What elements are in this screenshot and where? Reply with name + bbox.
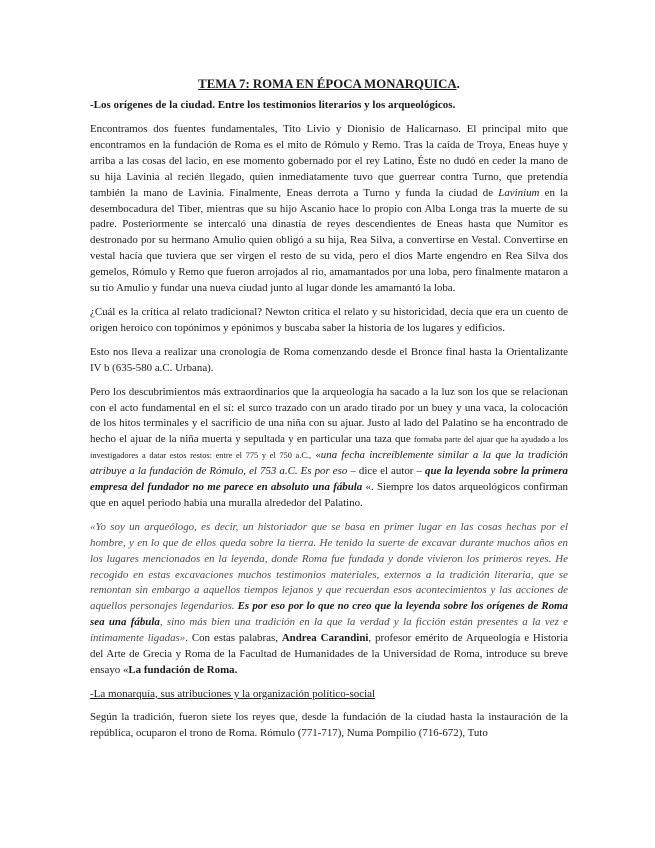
paragraph-myth-end: en la desembocadura del Tiber, mientras que su hijo Ascanio hace lo propio con Alba Longa tras la muerte de su padre. Posteriormente se intercaló una dinastía de reyes descendientes de Eneas hasta que Numitor es destronado por su hermano Amulio quien obligó a su hija, Rea Silva, a convertirse en Vestal. Convertirse en vestal hacía que tuviera que ser virgen el resto de su vida, pero el dios Marte engendro en Rea Silva dos gemelos, Rómulo y Remo que fueron arrojados al rio, amamantados por una loba, pero finalmente mataron a su tío Amulio y fundar una nueva ciudad junto al lugar donde les amamantó la loba. — [90, 186, 568, 295]
page-title — [90, 76, 568, 92]
title-text: TEMA 7: ROMA EN ÉPOCA MONARQUICA — [198, 77, 457, 91]
title-period: . — [456, 77, 460, 91]
archaeology-end: «. Siempre los datos arqueológicos confirman que en aquel periodo había una muralla alrededor del Palatino. — [90, 481, 568, 509]
archaeology-dash-text: – dice el autor – — [347, 465, 425, 478]
archaeology-text: Pero los descubrimientos más extraordinarios que la arqueología ha sacado a la luz son los que se relacionan con el acto fundamental en el sí: el surco trazado con un arado tirado por un buey y una vaca, la colocación de los hitos terminales y el sacrificio de una niña con su ajuar. Justo al lado del Palatino se ha encontrado de hecho el ajuar de la niña muerta y sepultada y en particular una taza que — [90, 385, 568, 446]
lavinium-italic: Lavinium — [498, 186, 540, 199]
archaeology-open-quote: « — [311, 449, 321, 462]
paragraph-myth-text: Encontramos dos fuentes fundamentales, Tito Livio y Dionisio de Halicarnaso. El principal mito que encontramos en la fundación de Roma es el mito de Rómulo y Remo. Tras la caída de Troya, Eneas huye y arriba a las cosas del lacio, en ese momento gobernado por el rey Latino, Éste no dudó en ceder la mano de su hija Lavinia al recién llegado, quien inmediatamente tuvo que guerrear contra Turno, que pretendía también la mano de Lavinia. Finalmente, Eneas derrota a Turno y funda la ciudad de — [90, 123, 568, 199]
carandini-quote-bold: Es por eso por lo que no creo que la leyenda sobre los orígenes de Roma sea una fábula — [90, 600, 568, 629]
section-heading-origins: -Los orígenes de la ciudad. Entre los testimonios literarios y los arqueológicos. — [90, 99, 456, 111]
document-page — [90, 76, 568, 750]
section-heading-monarchy — [90, 687, 568, 702]
archaeology-small-text: formaba parte del ajuar que ha ayudado a los investigadores a datar estos restos: entre el 775 y el 750 a.C., — [90, 435, 569, 461]
carandini-quote-italic-end: , sino más bien una tradición en la que la verdad y la ficción están presentes a la vez e íntimamente ligadas» — [90, 616, 568, 645]
carandini-book-title: La fundación de Roma. — [128, 664, 238, 676]
section-heading-monarchy-text: -La monarquía, sus atribuciones y la organización político-social — [90, 687, 376, 700]
carandini-plain-2: , profesor emérito de Arqueología e Historia del Arte de Grecia y Roma de la Facultad de Humanidades de la Universidad de Roma, introduce su breve ensayo « — [90, 632, 568, 676]
carandini-plain: . Con estas palabras, — [185, 632, 282, 645]
archaeology-italic-quote: una fecha increíblemente similar a la que la tradición atribuye a la fundación de Rómulo, el 753 a.C. Es por eso — [90, 449, 568, 478]
paragraph-kings: Según la tradición, fueron siete los reyes que, desde la fundación de la ciudad hasta la instauración de la república, ocuparon el trono de Roma. Rómulo (771-717), Numa Pompilio (716-672), Tuto — [90, 710, 568, 739]
paragraph-critique: ¿Cuál es la crítica al relato tradicional? Newton critica el relato y su historicidad, decía que era un cuento de origen heroico con topónimos y epónimos y buscaba saber la historia de los lugares y edificios. — [90, 305, 568, 334]
paragraph-chronology: Esto nos lleva a realizar una cronología de Roma comenzando desde el Bronce final hasta la Orientalizante IV b (635-580 a.C. Urbana). — [90, 345, 568, 374]
paragraph-myth — [90, 122, 568, 297]
paragraph-carandini-quote — [90, 520, 568, 679]
archaeology-bold-quote: que la leyenda sobre la primera empresa del fundador no me parece en absoluto una fábula — [90, 465, 569, 494]
carandini-name: Andrea Carandini — [281, 632, 369, 645]
carandini-quote-italic: «Yo soy un arqueólogo, es decir, un historiador que se basa en primer lugar en las cosas hechas por el hombre, y en lo que de ellos queda sobre la tierra. He tenido la suerte de excavar durante muchos años en los lugares mencionados en la leyenda, donde Roma fue fundada y donde vivieron los primeros reyes. He recogido en estas excavaciones muchos testimonios materiales, externos a la tradición literaria, que se remontan sin embargo a aquellos tiempos lejanos y que recuerdan esos acontecimientos y las acciones de aquellos personajes legendarios. — [90, 520, 568, 613]
paragraph-archaeology — [90, 385, 568, 512]
